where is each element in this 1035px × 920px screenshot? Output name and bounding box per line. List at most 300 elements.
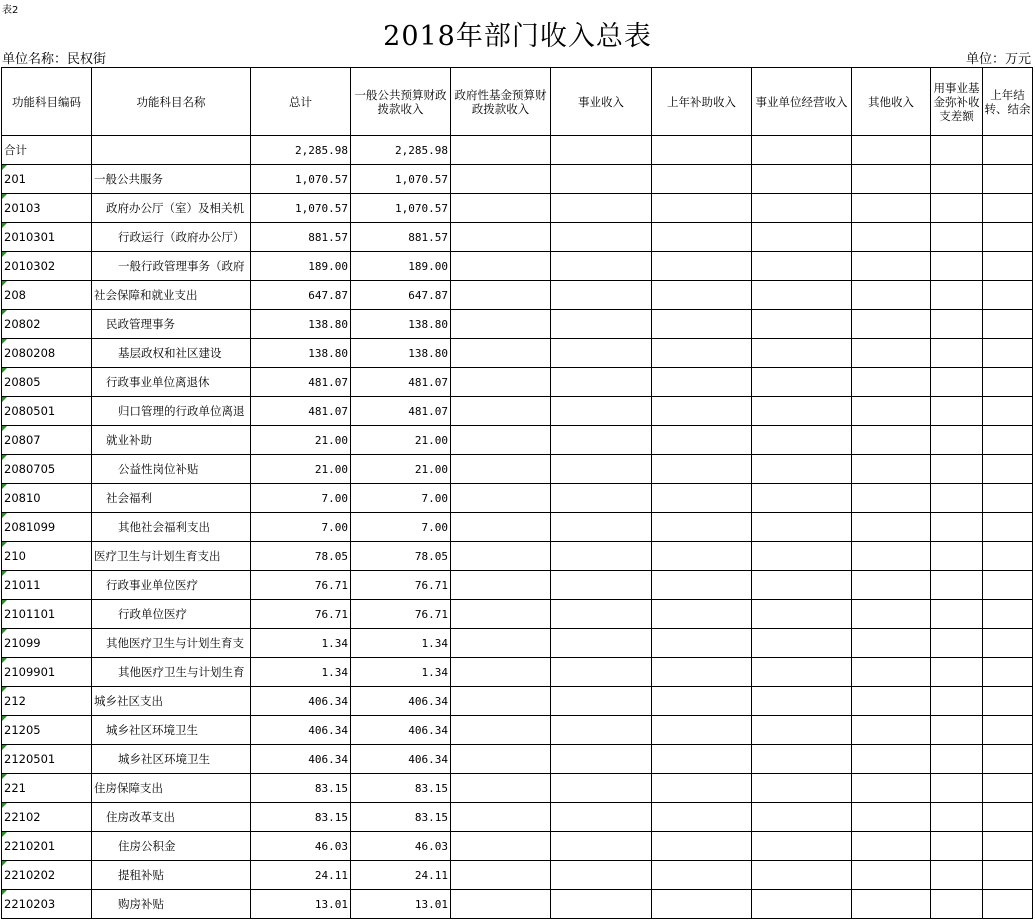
cell-empty: [652, 426, 752, 455]
cell-total: 189.00: [251, 252, 351, 281]
cell-empty: [652, 571, 752, 600]
cell-empty: [931, 281, 983, 310]
cell-general-budget: 83.15: [351, 774, 451, 803]
cell-empty: [451, 281, 551, 310]
cell-code: 2210203: [2, 890, 92, 919]
cell-general-budget: 7.00: [351, 484, 451, 513]
cell-general-budget: 46.03: [351, 832, 451, 861]
cell-empty: [551, 426, 652, 455]
cell-empty: [852, 194, 931, 223]
cell-total: 21.00: [251, 455, 351, 484]
cell-empty: [652, 629, 752, 658]
cell-empty: [983, 687, 1033, 716]
cell-empty: [931, 832, 983, 861]
cell-empty: [931, 774, 983, 803]
cell-empty: [983, 774, 1033, 803]
cell-general-budget: 2,285.98: [351, 136, 451, 165]
cell-total: 1,070.57: [251, 194, 351, 223]
cell-name: 医疗卫生与计划生育支出: [92, 542, 251, 571]
cell-empty: [983, 223, 1033, 252]
table-row: [2, 368, 1033, 397]
cell-total: 76.71: [251, 571, 351, 600]
cell-empty: [752, 774, 852, 803]
cell-empty: [983, 600, 1033, 629]
cell-total: 21.00: [251, 426, 351, 455]
cell-empty: [451, 310, 551, 339]
cell-empty: [852, 687, 931, 716]
income-summary-table: [1, 67, 1033, 919]
cell-empty: [852, 745, 931, 774]
table-row: [2, 542, 1033, 571]
cell-name: 社会保障和就业支出: [92, 281, 251, 310]
cell-empty: [852, 832, 931, 861]
cell-name: 公益性岗位补贴: [92, 455, 251, 484]
cell-empty: [752, 455, 852, 484]
cell-empty: [752, 397, 852, 426]
table-row: [2, 803, 1033, 832]
cell-empty: [931, 890, 983, 919]
cell-empty: [852, 803, 931, 832]
table-row: [2, 281, 1033, 310]
cell-empty: [852, 426, 931, 455]
table-row: [2, 658, 1033, 687]
cell-total: 83.15: [251, 774, 351, 803]
cell-empty: [451, 513, 551, 542]
cell-general-budget: 189.00: [351, 252, 451, 281]
cell-empty: [931, 194, 983, 223]
cell-general-budget: 1,070.57: [351, 165, 451, 194]
cell-empty: [931, 658, 983, 687]
cell-empty: [852, 571, 931, 600]
cell-code: 212: [2, 687, 92, 716]
cell-empty: [551, 861, 652, 890]
cell-empty: [852, 542, 931, 571]
cell-empty: [931, 600, 983, 629]
cell-name: 城乡社区环境卫生: [92, 745, 251, 774]
cell-empty: [852, 339, 931, 368]
table-row: [2, 629, 1033, 658]
cell-empty: [852, 513, 931, 542]
table-row: [2, 194, 1033, 223]
cell-empty: [983, 803, 1033, 832]
cell-empty: [983, 368, 1033, 397]
cell-empty: [652, 455, 752, 484]
cell-empty: [852, 716, 931, 745]
cell-name: 行政单位医疗: [92, 600, 251, 629]
cell-empty: [652, 658, 752, 687]
cell-code: 208: [2, 281, 92, 310]
cell-empty: [931, 716, 983, 745]
cell-total: 481.07: [251, 397, 351, 426]
cell-empty: [551, 629, 652, 658]
cell-empty: [931, 542, 983, 571]
cell-empty: [551, 803, 652, 832]
cell-name: 民政管理事务: [92, 310, 251, 339]
header-other-income: 其他收入: [852, 68, 931, 136]
cell-name: 一般公共服务: [92, 165, 251, 194]
unit-name-label: 单位名称：民权街: [2, 52, 107, 67]
cell-empty: [983, 745, 1033, 774]
cell-empty: [983, 832, 1033, 861]
cell-empty: [652, 339, 752, 368]
cell-empty: [551, 455, 652, 484]
cell-name: 一般行政管理事务（政府: [92, 252, 251, 281]
table-number: 表2: [2, 5, 19, 16]
table-row: [2, 223, 1033, 252]
cell-empty: [652, 194, 752, 223]
cell-empty: [983, 455, 1033, 484]
cell-name: 购房补贴: [92, 890, 251, 919]
cell-code: 2101101: [2, 600, 92, 629]
cell-empty: [852, 310, 931, 339]
cell-name: 行政运行（政府办公厅）: [92, 223, 251, 252]
cell-empty: [931, 397, 983, 426]
cell-code: 201: [2, 165, 92, 194]
cell-empty: [451, 716, 551, 745]
cell-general-budget: 21.00: [351, 426, 451, 455]
cell-empty: [931, 368, 983, 397]
cell-name: 社会福利: [92, 484, 251, 513]
cell-empty: [931, 803, 983, 832]
cell-empty: [451, 542, 551, 571]
cell-empty: [451, 832, 551, 861]
cell-general-budget: 406.34: [351, 716, 451, 745]
table-row: [2, 310, 1033, 339]
cell-empty: [451, 600, 551, 629]
cell-empty: [551, 310, 652, 339]
cell-empty: [931, 513, 983, 542]
cell-general-budget: 406.34: [351, 687, 451, 716]
cell-name: 其他社会福利支出: [92, 513, 251, 542]
cell-empty: [652, 397, 752, 426]
cell-general-budget: 406.34: [351, 745, 451, 774]
cell-empty: [931, 310, 983, 339]
table-row: [2, 252, 1033, 281]
cell-empty: [551, 136, 652, 165]
table-row: [2, 136, 1033, 165]
cell-total: 7.00: [251, 484, 351, 513]
table-row: [2, 861, 1033, 890]
header-general-budget: 一般公共预算财政拨款收入: [351, 68, 451, 136]
cell-empty: [451, 397, 551, 426]
cell-code: 21205: [2, 716, 92, 745]
cell-empty: [652, 832, 752, 861]
cell-code: 2080705: [2, 455, 92, 484]
cell-empty: [752, 658, 852, 687]
cell-general-budget: 881.57: [351, 223, 451, 252]
cell-name: 行政事业单位离退休: [92, 368, 251, 397]
cell-total: 83.15: [251, 803, 351, 832]
cell-empty: [652, 716, 752, 745]
cell-code: 2010302: [2, 252, 92, 281]
header-name: 功能科目名称: [92, 68, 251, 136]
cell-empty: [852, 136, 931, 165]
cell-empty: [852, 658, 931, 687]
cell-empty: [652, 890, 752, 919]
header-total: 总计: [251, 68, 351, 136]
cell-empty: [983, 252, 1033, 281]
cell-empty: [551, 832, 652, 861]
cell-empty: [752, 861, 852, 890]
header-business-income: 事业收入: [551, 68, 652, 136]
cell-empty: [451, 629, 551, 658]
cell-general-budget: 83.15: [351, 803, 451, 832]
cell-empty: [551, 542, 652, 571]
cell-general-budget: 24.11: [351, 861, 451, 890]
header-prior-subsidy: 上年补助收入: [652, 68, 752, 136]
cell-empty: [931, 484, 983, 513]
cell-empty: [752, 310, 852, 339]
cell-empty: [652, 542, 752, 571]
cell-empty: [983, 716, 1033, 745]
cell-code: 20802: [2, 310, 92, 339]
table-row: [2, 600, 1033, 629]
cell-empty: [752, 252, 852, 281]
cell-general-budget: 1.34: [351, 658, 451, 687]
currency-unit-label: 单位：万元: [965, 52, 1031, 67]
table-row: [2, 890, 1033, 919]
cell-empty: [983, 513, 1033, 542]
cell-empty: [752, 803, 852, 832]
cell-empty: [451, 774, 551, 803]
cell-code: 20807: [2, 426, 92, 455]
cell-empty: [983, 571, 1033, 600]
cell-empty: [551, 397, 652, 426]
table-row: [2, 165, 1033, 194]
cell-total: 1,070.57: [251, 165, 351, 194]
cell-empty: [451, 455, 551, 484]
cell-total: 406.34: [251, 716, 351, 745]
cell-empty: [652, 803, 752, 832]
cell-empty: [451, 194, 551, 223]
header-row: [2, 68, 1033, 136]
cell-empty: [852, 281, 931, 310]
cell-empty: [752, 571, 852, 600]
header-fund-budget: 政府性基金预算财政拨款收入: [451, 68, 551, 136]
cell-empty: [551, 484, 652, 513]
cell-empty: [983, 629, 1033, 658]
cell-empty: [983, 339, 1033, 368]
cell-empty: [551, 194, 652, 223]
cell-code: 2210202: [2, 861, 92, 890]
cell-empty: [983, 426, 1033, 455]
cell-empty: [652, 687, 752, 716]
cell-name: 其他医疗卫生与计划生育: [92, 658, 251, 687]
cell-general-budget: 13.01: [351, 890, 451, 919]
cell-empty: [652, 368, 752, 397]
cell-general-budget: 1,070.57: [351, 194, 451, 223]
cell-empty: [983, 281, 1033, 310]
header-code: 功能科目编码: [2, 68, 92, 136]
cell-empty: [852, 252, 931, 281]
cell-empty: [652, 136, 752, 165]
cell-empty: [852, 455, 931, 484]
cell-general-budget: 76.71: [351, 600, 451, 629]
cell-code: 2081099: [2, 513, 92, 542]
cell-code: 21099: [2, 629, 92, 658]
cell-code: 2080208: [2, 339, 92, 368]
cell-code: 2109901: [2, 658, 92, 687]
cell-total: 46.03: [251, 832, 351, 861]
header-carryover: 上年结转、结余: [983, 68, 1033, 136]
cell-name: 其他医疗卫生与计划生育支: [92, 629, 251, 658]
cell-empty: [931, 745, 983, 774]
cell-empty: [752, 165, 852, 194]
table-row: [2, 339, 1033, 368]
table-row: [2, 687, 1033, 716]
header-operating-income: 事业单位经营收入: [752, 68, 852, 136]
cell-empty: [931, 571, 983, 600]
cell-empty: [652, 513, 752, 542]
cell-empty: [931, 861, 983, 890]
cell-empty: [752, 745, 852, 774]
cell-empty: [652, 484, 752, 513]
cell-empty: [931, 687, 983, 716]
cell-empty: [451, 890, 551, 919]
cell-total: 2,285.98: [251, 136, 351, 165]
cell-empty: [652, 861, 752, 890]
cell-empty: [931, 136, 983, 165]
table-row: [2, 745, 1033, 774]
cell-code: 20810: [2, 484, 92, 513]
cell-name: 就业补助: [92, 426, 251, 455]
cell-general-budget: 481.07: [351, 368, 451, 397]
cell-empty: [451, 136, 551, 165]
cell-total: 406.34: [251, 687, 351, 716]
cell-general-budget: 76.71: [351, 571, 451, 600]
cell-empty: [752, 687, 852, 716]
cell-empty: [852, 890, 931, 919]
cell-empty: [451, 368, 551, 397]
cell-empty: [551, 687, 652, 716]
cell-empty: [983, 165, 1033, 194]
cell-general-budget: 481.07: [351, 397, 451, 426]
cell-code: 21011: [2, 571, 92, 600]
cell-empty: [852, 223, 931, 252]
table-row: [2, 832, 1033, 861]
cell-name: 行政事业单位医疗: [92, 571, 251, 600]
cell-empty: [451, 687, 551, 716]
cell-general-budget: 1.34: [351, 629, 451, 658]
cell-empty: [852, 861, 931, 890]
cell-empty: [752, 368, 852, 397]
cell-code: 2120501: [2, 745, 92, 774]
cell-total: 881.57: [251, 223, 351, 252]
table-row: [2, 716, 1033, 745]
cell-empty: [551, 890, 652, 919]
cell-empty: [652, 223, 752, 252]
cell-general-budget: 21.00: [351, 455, 451, 484]
cell-empty: [852, 397, 931, 426]
cell-name: 住房公积金: [92, 832, 251, 861]
cell-total: 647.87: [251, 281, 351, 310]
cell-code: 22102: [2, 803, 92, 832]
cell-empty: [931, 165, 983, 194]
cell-code: 20805: [2, 368, 92, 397]
table-row: [2, 513, 1033, 542]
cell-empty: [852, 600, 931, 629]
cell-empty: [551, 252, 652, 281]
table-row: [2, 571, 1033, 600]
cell-total: 76.71: [251, 600, 351, 629]
cell-code: 2080501: [2, 397, 92, 426]
cell-empty: [752, 484, 852, 513]
table-row: [2, 426, 1033, 455]
cell-name: 城乡社区支出: [92, 687, 251, 716]
cell-empty: [451, 745, 551, 774]
cell-empty: [652, 600, 752, 629]
cell-total: 24.11: [251, 861, 351, 890]
cell-empty: [931, 455, 983, 484]
cell-empty: [451, 339, 551, 368]
cell-total: 406.34: [251, 745, 351, 774]
cell-name: 住房保障支出: [92, 774, 251, 803]
cell-empty: [551, 571, 652, 600]
cell-empty: [752, 281, 852, 310]
cell-total: 13.01: [251, 890, 351, 919]
cell-total: 138.80: [251, 339, 351, 368]
cell-empty: [752, 890, 852, 919]
cell-empty: [451, 223, 551, 252]
cell-name: [92, 136, 251, 165]
cell-empty: [451, 252, 551, 281]
cell-code: 合计: [2, 136, 92, 165]
table-row: [2, 397, 1033, 426]
cell-empty: [551, 513, 652, 542]
cell-empty: [752, 426, 852, 455]
cell-name: 提租补贴: [92, 861, 251, 890]
cell-empty: [551, 745, 652, 774]
cell-empty: [852, 629, 931, 658]
cell-empty: [983, 542, 1033, 571]
cell-empty: [752, 339, 852, 368]
cell-empty: [852, 774, 931, 803]
cell-code: 20103: [2, 194, 92, 223]
cell-empty: [931, 252, 983, 281]
cell-empty: [752, 223, 852, 252]
cell-empty: [451, 861, 551, 890]
cell-empty: [931, 223, 983, 252]
cell-empty: [983, 861, 1033, 890]
cell-code: 2010301: [2, 223, 92, 252]
cell-empty: [451, 658, 551, 687]
cell-empty: [852, 484, 931, 513]
cell-empty: [983, 658, 1033, 687]
cell-empty: [652, 310, 752, 339]
cell-empty: [652, 745, 752, 774]
cell-empty: [752, 542, 852, 571]
cell-empty: [931, 426, 983, 455]
cell-empty: [652, 165, 752, 194]
cell-general-budget: 78.05: [351, 542, 451, 571]
cell-name: 城乡社区环境卫生: [92, 716, 251, 745]
cell-total: 138.80: [251, 310, 351, 339]
cell-empty: [551, 165, 652, 194]
cell-empty: [551, 339, 652, 368]
cell-code: 2210201: [2, 832, 92, 861]
cell-empty: [983, 484, 1033, 513]
cell-total: 481.07: [251, 368, 351, 397]
cell-name: 归口管理的行政单位离退: [92, 397, 251, 426]
cell-empty: [983, 890, 1033, 919]
cell-general-budget: 647.87: [351, 281, 451, 310]
cell-empty: [652, 281, 752, 310]
cell-empty: [451, 803, 551, 832]
cell-empty: [983, 136, 1033, 165]
cell-name: 基层政权和社区建设: [92, 339, 251, 368]
table-row: [2, 774, 1033, 803]
cell-name: 政府办公厅（室）及相关机: [92, 194, 251, 223]
